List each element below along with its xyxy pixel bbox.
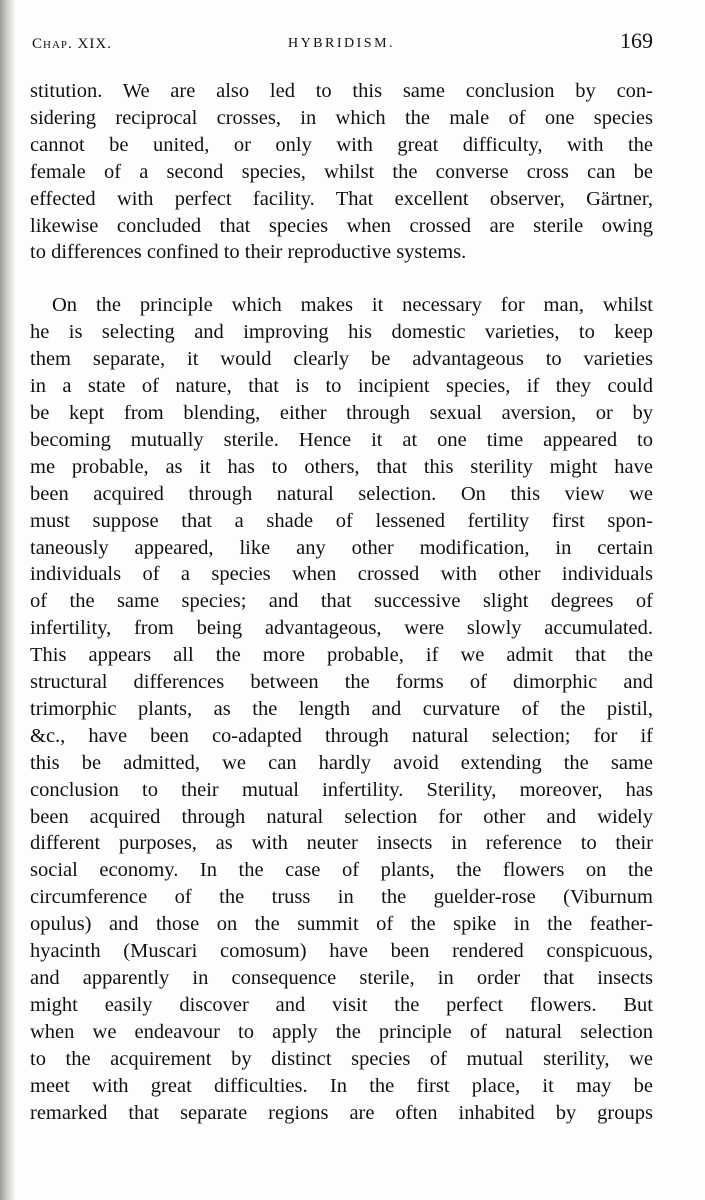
text-line: effected with perfect facility. That excellent observer, Gärtner,: [30, 187, 653, 210]
text-line: female of a second species, whilst the converse cross can be: [30, 160, 653, 183]
text-line: &c., have been co-adapted through natural selection; for if: [30, 724, 653, 747]
book-spine-shadow: [0, 0, 16, 1200]
text-line: be kept from blending, either through sexual aversion, or by: [30, 401, 653, 424]
text-line: remarked that separate regions are often inhabited by groups: [30, 1101, 653, 1124]
paragraph-1: [30, 78, 653, 266]
chapter-title: HYBRIDISM.: [287, 36, 396, 51]
text-line: circumference of the truss in the guelder-rose (Viburnum: [30, 886, 653, 909]
text-line: me probable, as it has to others, that this sterility might have: [30, 455, 653, 478]
text-line: of the same species; and that successive slight degrees of: [30, 590, 653, 613]
text-line: cannot be united, or only with great difficulty, with the: [30, 133, 653, 156]
text-line: This appears all the more probable, if we admit that the: [30, 644, 653, 667]
text-line: he is selecting and improving his domestic varieties, to keep: [30, 321, 653, 344]
text-line: meet with great difficulties. In the first place, it may be: [30, 1074, 653, 1097]
text-line: and apparently in consequence sterile, in order that insects: [30, 967, 653, 989]
chapter-label: Chap. XIX.: [32, 36, 112, 52]
text-line: this be admitted, we can hardly avoid extending the same: [30, 751, 653, 774]
text-line: stitution. We are also led to this same conclusion by con-: [30, 80, 653, 102]
text-line: to differences confined to their reproductive systems.: [30, 241, 467, 264]
text-line: individuals of a species when crossed with other individuals: [30, 563, 653, 586]
text-line: to the acquirement by distinct species of mutual sterility, we: [30, 1047, 653, 1070]
text-line: trimorphic plants, as the length and curvature of the pistil,: [30, 697, 653, 720]
paragraph-2: [30, 292, 653, 1126]
text-line: On the principle which makes it necessary for man, whilst: [52, 294, 653, 317]
page-number: 169: [620, 28, 653, 53]
text-line: sidering reciprocal crosses, in which the male of one species: [30, 106, 653, 129]
text-line: been acquired through natural selection. On this view we: [30, 482, 653, 505]
text-line: social economy. In the case of plants, the flowers on the: [30, 859, 653, 882]
text-line: them separate, it would clearly be advantageous to varieties: [30, 348, 653, 371]
running-head: [30, 28, 653, 62]
text-line: been acquired through natural selection for other and widely: [30, 805, 653, 828]
text-line: likewise concluded that species when crossed are sterile owing: [30, 214, 653, 237]
text-line: infertility, from being advantageous, were slowly accumulated.: [30, 617, 653, 640]
book-page: [30, 28, 653, 1126]
text-line: hyacinth (Muscari comosum) have been rendered conspicuous,: [30, 940, 653, 963]
text-line: conclusion to their mutual infertility. Sterility, moreover, has: [30, 778, 653, 801]
text-line: taneously appeared, like any other modification, in certain: [30, 536, 653, 559]
text-line: in a state of nature, that is to incipient species, if they could: [30, 375, 653, 398]
text-line: different purposes, as with neuter insects in reference to their: [30, 832, 653, 855]
text-line: might easily discover and visit the perfect flowers. But: [30, 993, 653, 1016]
text-line: when we endeavour to apply the principle of natural selection: [30, 1020, 653, 1043]
text-line: opulus) and those on the summit of the spike in the feather-: [30, 913, 653, 936]
text-line: must suppose that a shade of lessened fertility first spon-: [30, 509, 653, 532]
text-line: becoming mutually sterile. Hence it at one time appeared to: [30, 428, 653, 451]
text-line: structural differences between the forms of dimorphic and: [30, 671, 653, 694]
